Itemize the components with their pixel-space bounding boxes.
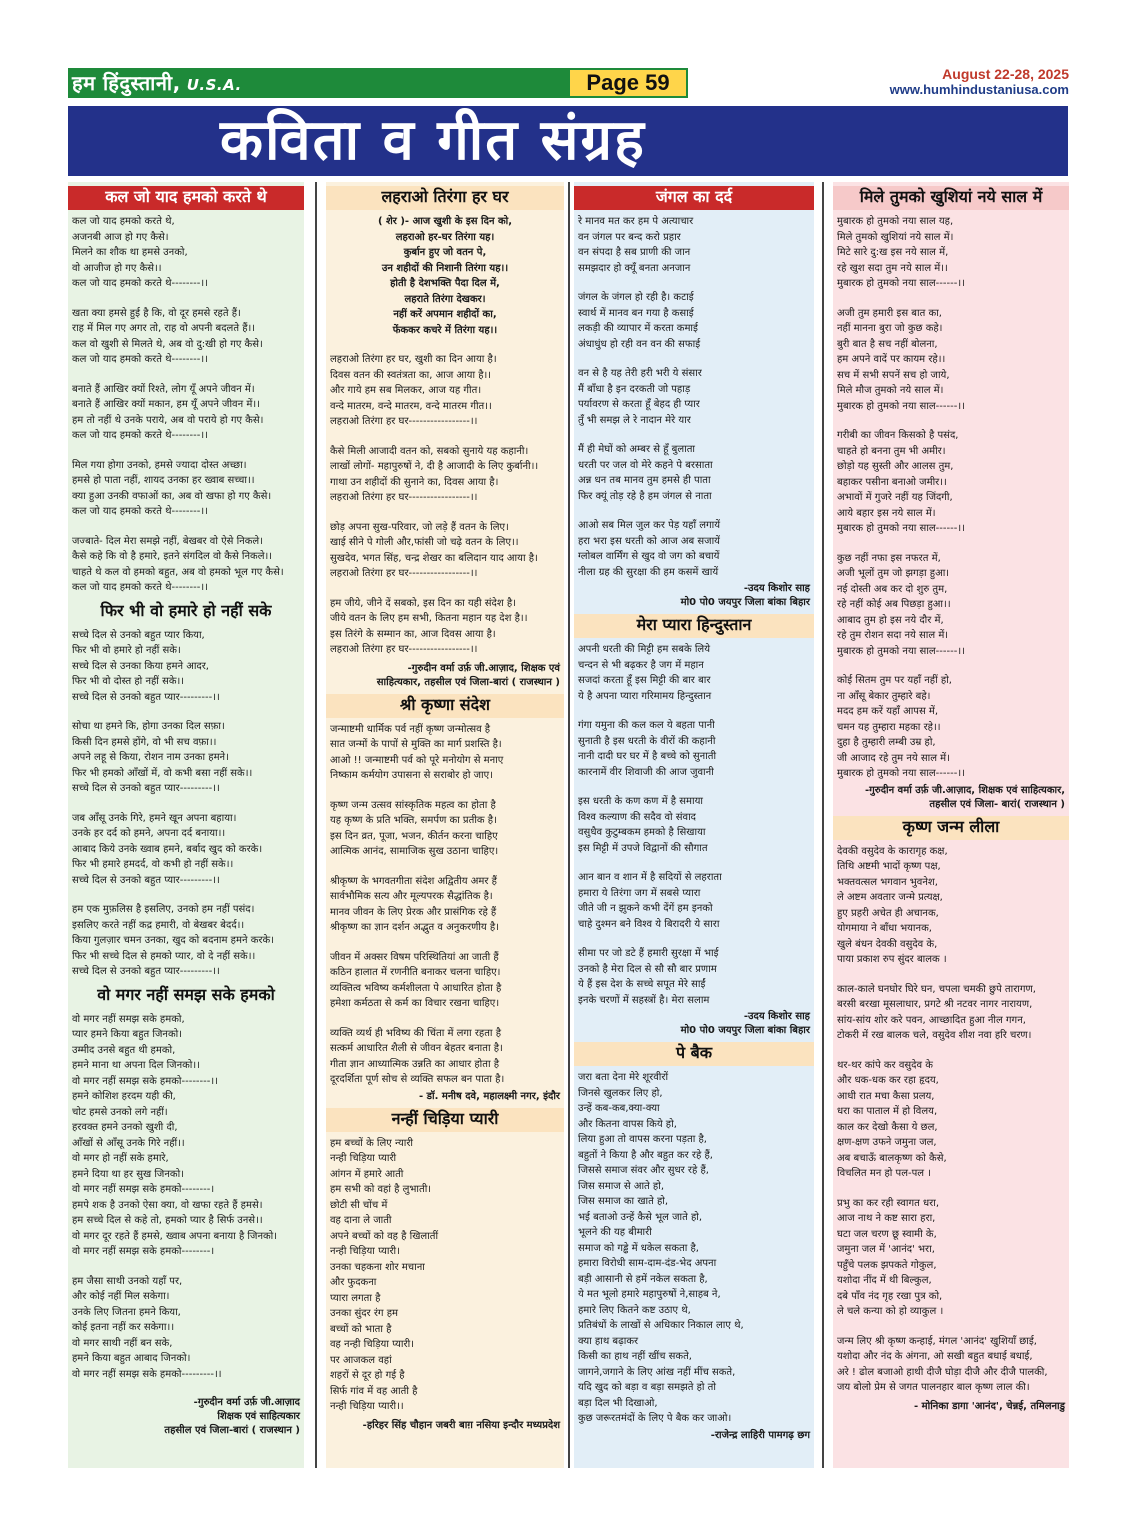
poem-title: पे बैक	[574, 1042, 814, 1066]
poem-title: जंगल का दर्द	[574, 186, 814, 210]
stanza: थर-थर कांपे कर वसुदेव के और धक-धक कर रहा हृदय, आधी रात मचा कैसा प्रलय, धरा का पाताल में हो विलय, काल कर देखो कैसा ये छल, क्षण-क्षण उफने जमुना जल, अब बचाऊँ बालकृष्ण को कैसे, विचलित मन हो पल-पल ।	[837, 1059, 947, 1179]
paper-suffix: U.S.A.	[186, 76, 242, 94]
stanza: बनाते हैं आखिर क्यों रिश्ते, लोग यूँ अपने जीवन में। बनाते हैं आखिर क्यों मकान, हम यूँ अपने जीवन में।। हम तो नहीं थे उनके पराये, अब वो पराये हो गए कैसे। कल जो याद हमको करते थे--------।।	[72, 383, 264, 441]
stanza: गंगा यमुना की कल कल ये बहता पानी सुनाती है इस धरती के वीरों की कहानी नानी दादी घर घर में है बच्चे को सुनाती कारनामें वीर शिवाजी की आज जुवानी	[578, 720, 717, 778]
stanza: कल जो याद हमको करते थे, अजनबी आज हो गए कैसे। मिलने का शौक था हमसे उनको, वो आजीज हो गए कैसे।। कल जो याद हमको करते थे--------।।	[72, 216, 208, 289]
page-number: Page 59	[568, 68, 688, 98]
stanza: गरीबी का जीवन किसको है पसंद, चाहते हो बनना तुम भी अमीर। छोड़ो यह सुस्ती और आलस तुम, बहाकर पसीना बनाओ जमीर।। अभावों में गुजरे नहीं यह जिंदगी, आये बहार इस नये साल में। मुबारक हो तुमको नया साल------।।	[837, 430, 965, 534]
stanza: मुबारक हो तुमको नया साल यह, मिले तुमको खुशियां नये साल में। मिटे सारे दु:ख इस नये साल में, रहे खुश सदा तुम नये साल में।। मुबारक हो तुमको नया साल------।।	[837, 216, 965, 289]
stanza: खता क्या हमसे हुई है कि, वो दूर हमसे रहते हैं। राह में मिल गए अगर तो, राह वो अपनी बदलते हैं।। कल वो खुशी से मिलते थे, अब वो दु:खी हो गए कैसे। कल जो याद हमको करते थे--------।।	[72, 307, 263, 365]
stanza: जब आँसू उनके गिरे, हमने खून अपना बहाया। उनके हर दर्द को हमने, अपना दर्द बनाया।। आबाद किये उनके ख्वाब हमने, बर्बाद खुद को करके। फिर भी हमारे हमदर्द, वो कभी हो नहीं सके।। सच्चे दिल से उनको बहुत प्यार---------।।	[72, 812, 263, 886]
stanza: इस धरती के कण कण में है समाया विश्व कल्याण की सदैव वो संवाद वसुधैव कुटुम्बकम हमको है सिखाया इस मिट्टी में उपजे विद्वानों की सौगात	[578, 796, 708, 854]
poem-title: नन्हीं चिड़िया प्यारी	[326, 1108, 564, 1132]
stanza: वन से है यह तेरी हरी भरी ये संसार मैं बाँधा है इन दरकती जो पहाड़ पर्यावरण से करता हूँ बेहद ही प्यार तुँ भी समझ ले रे नादान मेरे यार	[578, 368, 702, 426]
column-1	[68, 182, 304, 1468]
author-byline: -राजेन्द्र लाहिरी पामगढ़ छग	[710, 1429, 810, 1441]
stanza: जन्म लिए श्री कृष्ण कन्हाई, मंगल 'आनंद' खुशियाँ छाई, यशोदा और नंद के अंगना, ओ सखी बहुत बधाई बधाई, अरे ! ढोल बजाओ हाथी दीजै घोड़ा दीजै और दीजै पालकी, जय बोलो प्रेम से जगत पालनहार बाल कृष्ण लाल की।	[837, 1335, 1048, 1393]
column-2	[326, 182, 564, 1468]
poem-title: वो मगर नहीं समझ सके हमको	[97, 984, 275, 1004]
stanza: छोड़ अपना सुख-परिवार, जो लड़े हैं वतन के लिए। खाई सीने पे गोली और,फांसी जो चढ़े वतन के लिए।। सुखदेव, भगत सिंह, चन्द्र शेखर का बलिदान याद आया है। लहराओ तिरंगा हर घर-----------------।।	[330, 521, 538, 579]
stanza: कोई सितम तुम पर यहाँ नहीं हो, ना आँसू बेकार तुम्हारे बहे। मदद हम करें यहाँ आपस में, चमन यह तुम्हारा महका रहे।। दुहा है तुम्हारी लम्बी उम्र हो, जी आजाद रहे तुम नये साल में। मुबारक हो तुमको नया साल------।।	[837, 675, 965, 779]
stanza: मिल गया होगा उनको, हमसे ज्यादा दोस्त अच्छा। हमसे हो पाता नहीं, शायद उनका हर ख्वाब सच्चा।। क्या हुआ उनकी वफाओं का, अब वो खफा हो गए कैसे। कल जो याद हमको करते थे--------।।	[72, 459, 272, 517]
stanza: हम जैसा साथी उनको यहाँ पर, और कोई नहीं मिल सकेगा। उनके लिए जितना हमने किया, कोई इतना नहीं कर सकेगा।। वो मगर साथी नहीं बन सके, हमने किया बहुत आबाद जिनको। वो मगर नहीं समझ सके हमको---------।।	[72, 1275, 222, 1380]
stanza: मैं ही मेघों को अम्बर से हूँ बुलाता धरती पर जल वो मेरे कहने पे बरसाता अन्न धन तब मानव तुम हमसे ही पाता फिर क्यूं तोड़ रहे है हम जंगल से नाता	[578, 444, 713, 502]
stanza: रे मानव मत कर हम पे अत्याचार वन जंगल पर बन्द करो प्रहार वन संपदा है सब प्राणी की जान समझदार हो क्यूँ बनता अनजान	[578, 216, 694, 274]
website-link[interactable]: www.humhindustaniusa.com	[889, 82, 1069, 97]
stanza: सच्चे दिल से उनको बहुत प्यार किया, फिर भी वो हमारे हो नहीं सके। सच्चे दिल से उनका किया हमने आदर, फिर भी वो दोस्त हो नहीं सके।। सच्चे दिल से उनको बहुत प्यार---------।।	[72, 629, 220, 703]
poem-title: लहराओ तिरंगा हर घर	[326, 186, 564, 210]
stanza: कृष्ण जन्म उत्सव सांस्कृतिक महत्व का होता है यह कृष्ण के प्रति भक्ति, समर्पण का प्रतीक है। इस दिन व्रत, पूजा, भजन, कीर्तन करना चाहिए आत्मिक आनंद, सामाजिक सुख उठाना चाहिए।	[330, 799, 499, 857]
stanza: हम बच्चों के लिए न्यारी नन्ही चिड़िया प्यारी आंगन में हमारे आती हम सभी को वहां है लुभाती। छोटी सी चोंच में वह दाना ले जाती अपने बच्चों को वह है खिलातीं नन्ही चिड़िया प्यारी। उनका चहकना शोर मचाना और फुदकना प्यारा लगता है उनका सुंदर रंग हम बच्चों को भाता है वह नन्ही चिड़िया प्यारी। पर आजकल वहां शहरों से दूर हो गई है सिर्फ गांव में वह आती है नन्ही चिड़िया प्यारी।।	[330, 1137, 439, 1412]
stanza: हम एक मुफ़लिस है इसलिए, उनको हम नहीं पसंद। इसलिए करते नहीं कद्र हमारी, वो बेखबर बेदर्द।। किया गुलज़ार चमन उनका, खुद को बदनाम हमने करके। फिर भी सच्चे दिल से हमको प्यार, वो दे नहीं सके।। सच्चे दिल से उनको बहुत प्यार---------।।	[72, 904, 274, 977]
stanza: लहराओ तिरंगा हर घर, खुशी का दिन आया है। दिवस वतन की स्वतंत्रता का, आज आया है।। और गाये हम सब मिलकर, आज यह गीत। वन्दे मातरम, वन्दे मातरम, वन्दे मातरम गीत।। लहराओ तिरंगा हर घर-----------------।।	[330, 354, 497, 427]
stanza: अपनी धरती की मिट्टी हम सबके लिये चन्दन से भी बढ़कर है जग में महान सजदां करता हूँ इस मिट्टी की बार बार ये है अपना प्यारा गरिमामय हिन्दुस्तान	[578, 644, 712, 702]
column-4	[833, 182, 1069, 1468]
stanza: आन बान व शान में है सदियों से लहराता हमारा ये तिरंगा जग में सबसे प्यारा जीते जी न झुकने कभी देंगें हम इनको चाहे दुश्मन बने विश्व ये बिरादरी ये सारा	[578, 872, 722, 930]
stanza: अजी तुम हमारी इस बात का, नहीं मानना बुरा जो कुछ कहे। बुरी बात है सच नहीं बोलना, हम अपने वादें पर कायम रहे।। सच में सभी सपनें सच हो जाये, मिले मौज तुमको नये साल में। मुबारक हो तुमको नया साल------।।	[837, 307, 965, 412]
stanza: सीमा पर जो डटे हैं हमारी सुरक्षा में भाई उनको है मेरा दिल से सौ सौ बार प्रणाम ये हैं इस देश के सच्चे सपूत मेरे साईं इनके चरणों में सहस्त्रों है। मेरा सलाम	[578, 948, 719, 1006]
column-3	[574, 182, 814, 1468]
stanza: हम जीये, जीने दें सबको, इस दिन का यही संदेश है। जीये वतन के लिए हम सभी, कितना महान यह देश है।। इस तिरंगे के सम्मान का, आज दिवस आया है। लहराओ तिरंगा हर घर-----------------।।	[330, 597, 528, 655]
stanza: आओ सब मिल जुल कर पेड़ यहाँ लगायें हरा भरा इस धरती को आज अब सजायें ग्लोबल वार्मिंग से खुद वो जग को बचायें नीला ग्रह की सुरक्षा की हम कसमें खायें	[578, 520, 721, 578]
author-byline: -हरिहर सिंह चौहान जबरी बाग़ नसिया इन्दौर मध्यप्रदेश	[362, 1419, 560, 1431]
stanza: कैसे मिली आजादी वतन को, सबको सुनाये यह कहानी। लाखों लोगों- महापुरुषों ने, दी है आजादी के लिए कुर्बानी।। गाथा उन शहीदों की सुनाने का, दिवस आया है। लहराओ तिरंगा हर घर-----------------।।	[330, 445, 539, 503]
poem-title: श्री कृष्णा संदेश	[326, 694, 564, 718]
stanza: जीवन में अक्सर विषम परिस्थितियां आ जाती हैं कठिन हालात में रणनीति बनाकर चलना चाहिए। व्यक्तित्व भविष्य कर्मशीलता पे आधारित होता है हमेशा कर्मठता से कर्म का विचार रखना चाहिए।	[330, 951, 502, 1009]
stanza: व्यक्ति व्यर्थ ही भविष्य की चिंता में लगा रहता है सत्कर्म आधारित शैली से जीवन बेहतर बनाता है। गीता ज्ञान आध्यात्मिक उन्नति का आधार होता है दूरदर्शिता पूर्ण सोच से व्यक्ति सफल बन पाता है।	[330, 1027, 505, 1085]
column-divider	[568, 182, 570, 1468]
stanza: जरा बता देना मेरे शूरवीरों जिनसे खुलकर लिए हो, उन्हें कब-कब,क्या-क्या और कितना वापस किये हो, लिया हुआ तो वापस करना पड़ता है, बहुतों ने किया है और बहुत कर रहे हैं, जिससे समाज संवर और सुधर रहे हैं, जिस समाज से आते हो, जिस समाज का खाते हो, भई बताओ उन्हें कैसे भूल जाते हो, भूलने की यह बीमारी समाज को गड्ढे में धकेल सकता है, हमारा विरोधी साम-दाम-दंड-भेद अपना बड़ी आसानी से हमें नकेल सकता है, ये मत भूलो हमारे महापुरुषों ने,साहब ने, हमारे लिए कितने कष्ट उठाए थे, प्रतिबंधों के लाखों से अधिकार निकाल लाए थे, क्या हाथ बढ़ाकर किसी का हाथ नहीं खींच सकते, जागने,जगाने के लिए आंख नहीं मींच सकते, यदि खुद को बड़ा व बड़ा समझते हो तो बड़ा दिल भी दिखाओ, कुछ जरूरतमंदों के लिए पे बैक कर जाओ।	[578, 1072, 744, 1424]
author-byline: -गुरुदीन वर्मा उर्फ़ जी.आज़ाद, शिक्षक एवं साहित्यकार, तहसील एवं जिला-बारां ( राजस्थान )	[376, 662, 560, 688]
author-byline: -गुरुदीन वर्मा उर्फ़ जी.आज़ाद शिक्षक एवं साहित्यकार तहसील एवं जिला-बारां ( राजस्थान )	[164, 1397, 300, 1436]
stanza: सोचा था हमने कि, होगा उनका दिल सफ़ा। किसी दिन हमसे होंगे, वो भी सच वफ़ा।। अपने लहू से किया, रोशन नाम उनका हमने। फिर भी हमको आँखों में, वो कभी बसा नहीं सके।। सच्चे दिल से उनको बहुत प्यार---------।।	[72, 721, 253, 794]
author-byline: -गुरुदीन वर्मा उर्फ़ जी.आज़ाद, शिक्षक एवं साहित्यकार, तहसील एवं जिला- बारां( राजस्थान )	[864, 784, 1065, 810]
poem-title: कृष्ण जन्म लीला	[833, 816, 1069, 840]
stanza: जज्बाते- दिल मेरा समझे नहीं, बेखबर वो ऐसे निकले। कैसे कहे कि वो है हमारे, इतने संगदिल वो कैसे निकले।। चाहते थे कल वो हमको बहुत, अब वो हमको भूल गए कैसे। कल जो याद हमको करते थे--------।।	[72, 535, 284, 593]
newspaper-name	[68, 68, 568, 98]
poem-title: मेरा प्यारा हिन्दुस्तान	[574, 614, 814, 638]
author-byline: -उदय किशोर साह मो0 पो0 जयपुर जिला बांका बिहार	[680, 1011, 810, 1036]
author-byline: -उदय किशोर साह मो0 पो0 जयपुर जिला बांका बिहार	[680, 583, 810, 608]
issue-date: August 22-28, 2025	[942, 66, 1069, 82]
poem-title: फिर भी वो हमारे हो नहीं सके	[100, 600, 272, 620]
author-byline: - मोनिका डागा 'आनंद', चेन्नई, तमिलनाडु	[914, 1400, 1065, 1412]
stanza: कुछ नहीं नफा इस नफरत में, अजी भूलों तुम जो झगड़ा हुआ। नई दोस्ती अब कर दो शुरु तुम, रहे नहीं कोई अब पिछड़ा हुआ।। आबाद तुम हो इस नये दौर में, रहे तुम रोशन सदा नये साल में। मुबारक हो तुमको नया साल------।।	[837, 552, 965, 657]
poem-title: मिले तुमको खुशियां नये साल में	[833, 186, 1069, 210]
stanza: काल-काले घनघोर घिरे घन, चपला चमकी छुपे तारागण, बरसी बरखा मूसलाधार, प्रगटे श्री नटवर नागर नारायण, सांय-सांय शोर करे पवन, आच्छादित हुआ नील गगन, टोकरी में रख बालक चले, वसुदेव शीश नवा हरि चरण।	[837, 983, 1036, 1041]
stanza: श्रीकृष्ण के भगवतगीता संदेश अद्वितीय अमर हैं सार्वभौमिक सत्य और मूल्यपरक सैद्धांतिक है। मानव जीवन के लिए प्रेरक और प्रासंगिक रहे हैं श्रीकृष्ण का ज्ञान दर्शन अद्भुत व अनुकरणीय है।	[330, 875, 500, 933]
stanza: जंगल के जंगल हो रही है। कटाई स्वार्थ में मानव बन गया है कसाई लकड़ी की व्यापार में करता कमाई अंधाधुंध हो रही वन वन की सफाई	[578, 292, 701, 350]
column-divider	[315, 182, 317, 1468]
poem-title: कल जो याद हमको करते थे	[68, 186, 304, 210]
stanza: देवकी वसुदेव के कारागृह कक्ष, तिथि अष्टमी भादों कृष्ण पक्ष, भक्तवत्सल भगवान भुवनेश, ले अष्टम अवतार जन्मे प्रत्यक्ष, हुए प्रहरी अचेत ही अचानक, योगमाया ने बाँधा भयानक, खुले बंधन देवकी वसुदेव के, पाया प्रकाश रुप सुंदर बालक ।	[837, 845, 948, 965]
author-byline: - डॉ. मनीष दवे, महालक्ष्मी नगर, इंदौर	[419, 1090, 560, 1102]
stanza: प्रभु का कर रही स्वागत धरा, आज नाथ ने कष्ट सारा हरा, घटा जल चरण छू स्वामी के, जमुना जल में 'आनंद' भरा, पहुँचे पलक झपकते गोकुल, यशोदा नींद में थी बिल्कुल, दबे पाँव नंद गृह रखा पुत्र को, ले चले कन्या को हो व्याकुल ।	[837, 1197, 944, 1317]
stanza: जन्माष्टमी धार्मिक पर्व नहीं कृष्ण जन्मोत्सव है सात जन्मों के पापों से मुक्ति का मार्ग प्रशस्ति है। आओ !! जन्माष्टमी पर्व को पूरे मनोयोग से मनाए निष्काम कर्मयोग उपासना से सराबोर हो जाए।	[330, 723, 504, 781]
stanza: वो मगर नहीं समझ सके हमको, प्यार हमने किया बहुत जिनको। उम्मीद उनसे बहुत थी हमको, हमने माना था अपना दिल जिनको।। वो मगर नहीं समझ सके हमको--------।। हमने कोशिश हरदम यही की, चोट हमसे उनको लगे नहीं। हरवक्त हमने उनको खुशी दी, आँखों से आँसू उनके गिरे नहीं।। वो मगर हो नहीं सके हमारे, हमने दिया था हर सुख जिनको। वो मगर नहीं समझ सके हमको--------। हमपे शक है उनको ऐसा क्या, वो खफा रहते हैं हमसे। हम सच्चे दिल से कहे तो, हमको प्यार है सिर्फ उनसे।। वो मगर दूर रहते हैं हमसे, ख्वाब अपना बनाया है जिनको। वो मगर नहीं समझ सके हमको--------।	[72, 1013, 278, 1257]
date-block	[890, 66, 1069, 97]
column-divider	[822, 182, 824, 1468]
section-banner: कविता व गीत संग्रह	[68, 106, 1068, 176]
paper-name-text: हम हिंदुस्तानी,	[72, 71, 181, 95]
masthead	[68, 68, 688, 98]
couplet: ( शेर )- आज खुशी के इस दिन को, लहराओ हर-घर तिरंगा यह। कुर्बान हुए जो वतन पे, उन शहीदों की निशानी तिरंगा यह।। होती है देशभक्ति पैदा दिल में, लहराते तिरंगा देखकर। नहीं करें अपमान शहीदों का, फेंककर कचरे में तिरंगा यह।।	[377, 216, 513, 336]
